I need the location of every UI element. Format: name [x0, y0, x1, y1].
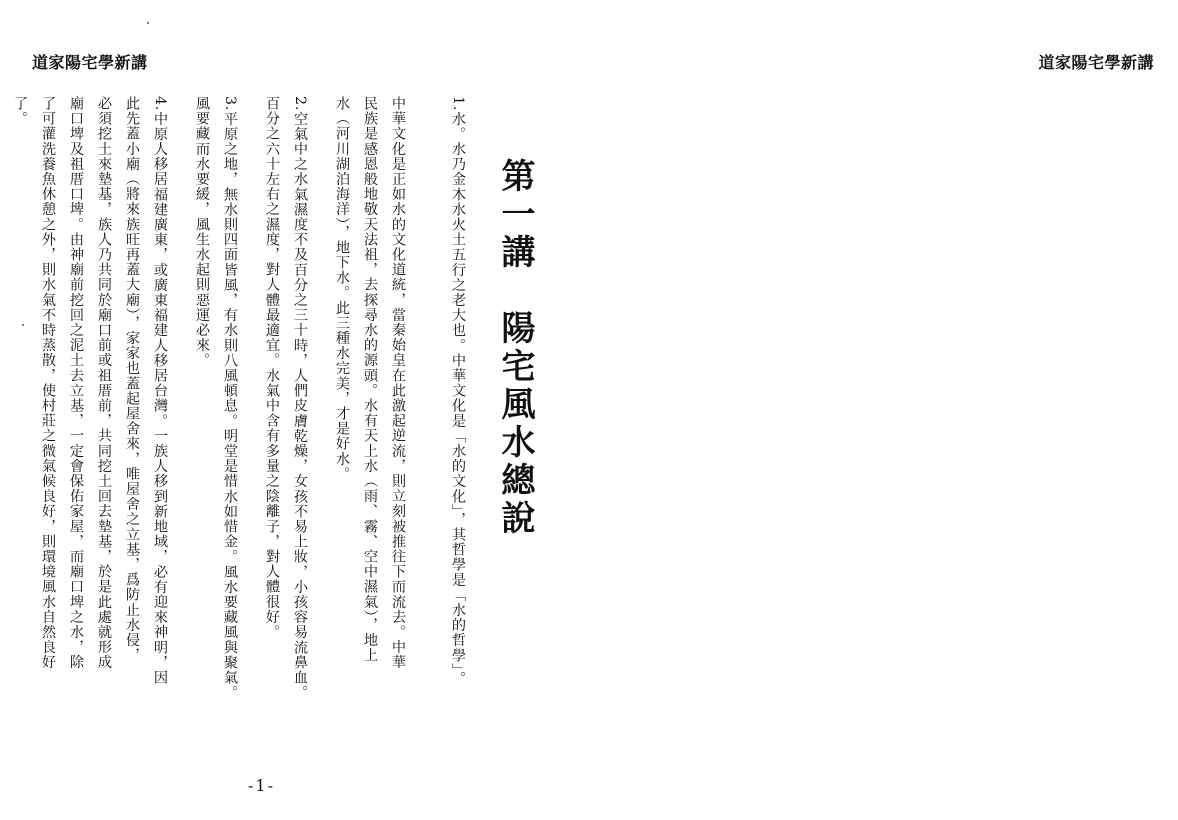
- chapter-title: 第一講 陽宅風水總說: [495, 158, 535, 538]
- page-number: -1-: [248, 776, 275, 795]
- print-speck: [147, 22, 149, 24]
- body-column: 百分之六十左右之濕度，對人體最適宜。水氣中含有多量之陰離子，對人體很好。: [264, 96, 280, 640]
- body-column: 此先蓋小廟（將來族旺再蓋大廟），家家也蓋起屋舍來，唯屋舍之立基，爲防止水侵，: [124, 96, 140, 663]
- body-column: 水（河川湖泊海洋），地下水。此三種水完美，才是好水。: [334, 96, 350, 482]
- body-column: 中華文化是正如水的文化道統，當秦始皇在此激起逆流，則立刻被推往下而流去。中華: [390, 96, 406, 670]
- body-column: 民族是感恩般地敬天法祖，去探尋水的源頭。水有天上水（雨、霧、空中濕氣），地上: [362, 96, 378, 663]
- print-speck: [22, 324, 24, 326]
- body-text: [12, 96, 472, 776]
- body-column: [0, 96, 6, 776]
- running-header-right: 道家陽宅學新講: [1038, 53, 1154, 72]
- body-column: 了可灌洗養魚休憩之外，則水氣不時蒸散，使村莊之微氣候良好，則環境風水自然良好: [40, 96, 56, 670]
- body-column: 2.空氣中之水氣濕度不及百分之三十時，人們皮膚乾燥，女孩不易上妝，小孩容易流鼻血。: [292, 96, 308, 701]
- body-column: 廟口埤及祖厝口埤。由神廟前挖回之泥土去立基，一定會保佑家屋，而廟口埤之水，除: [68, 96, 84, 670]
- body-column: 了。: [12, 96, 28, 127]
- body-column: 1.水。水乃金木水火土五行之老大也。中華文化是「水的文化」，其哲學是「水的哲學」。: [450, 96, 466, 687]
- body-column: 4.中原人移居福建廣東，或廣東福建人移居台灣。一族人移到新地域，必有迎來神明，因: [152, 96, 168, 686]
- body-column: 3.平原之地，無水則四面皆風，有水則八風頓息。明堂是惜水如惜金。風水要藏風與聚氣。: [222, 96, 238, 701]
- body-column: 風要藏而水要緩，風生水起則惡運必來。: [194, 96, 210, 368]
- body-column: 必須挖土來墊基，族人乃共同於廟口前或祖厝前，共同挖土回去墊基，於是此處就形成: [96, 96, 112, 670]
- running-header-left: 道家陽宅學新講: [32, 53, 148, 72]
